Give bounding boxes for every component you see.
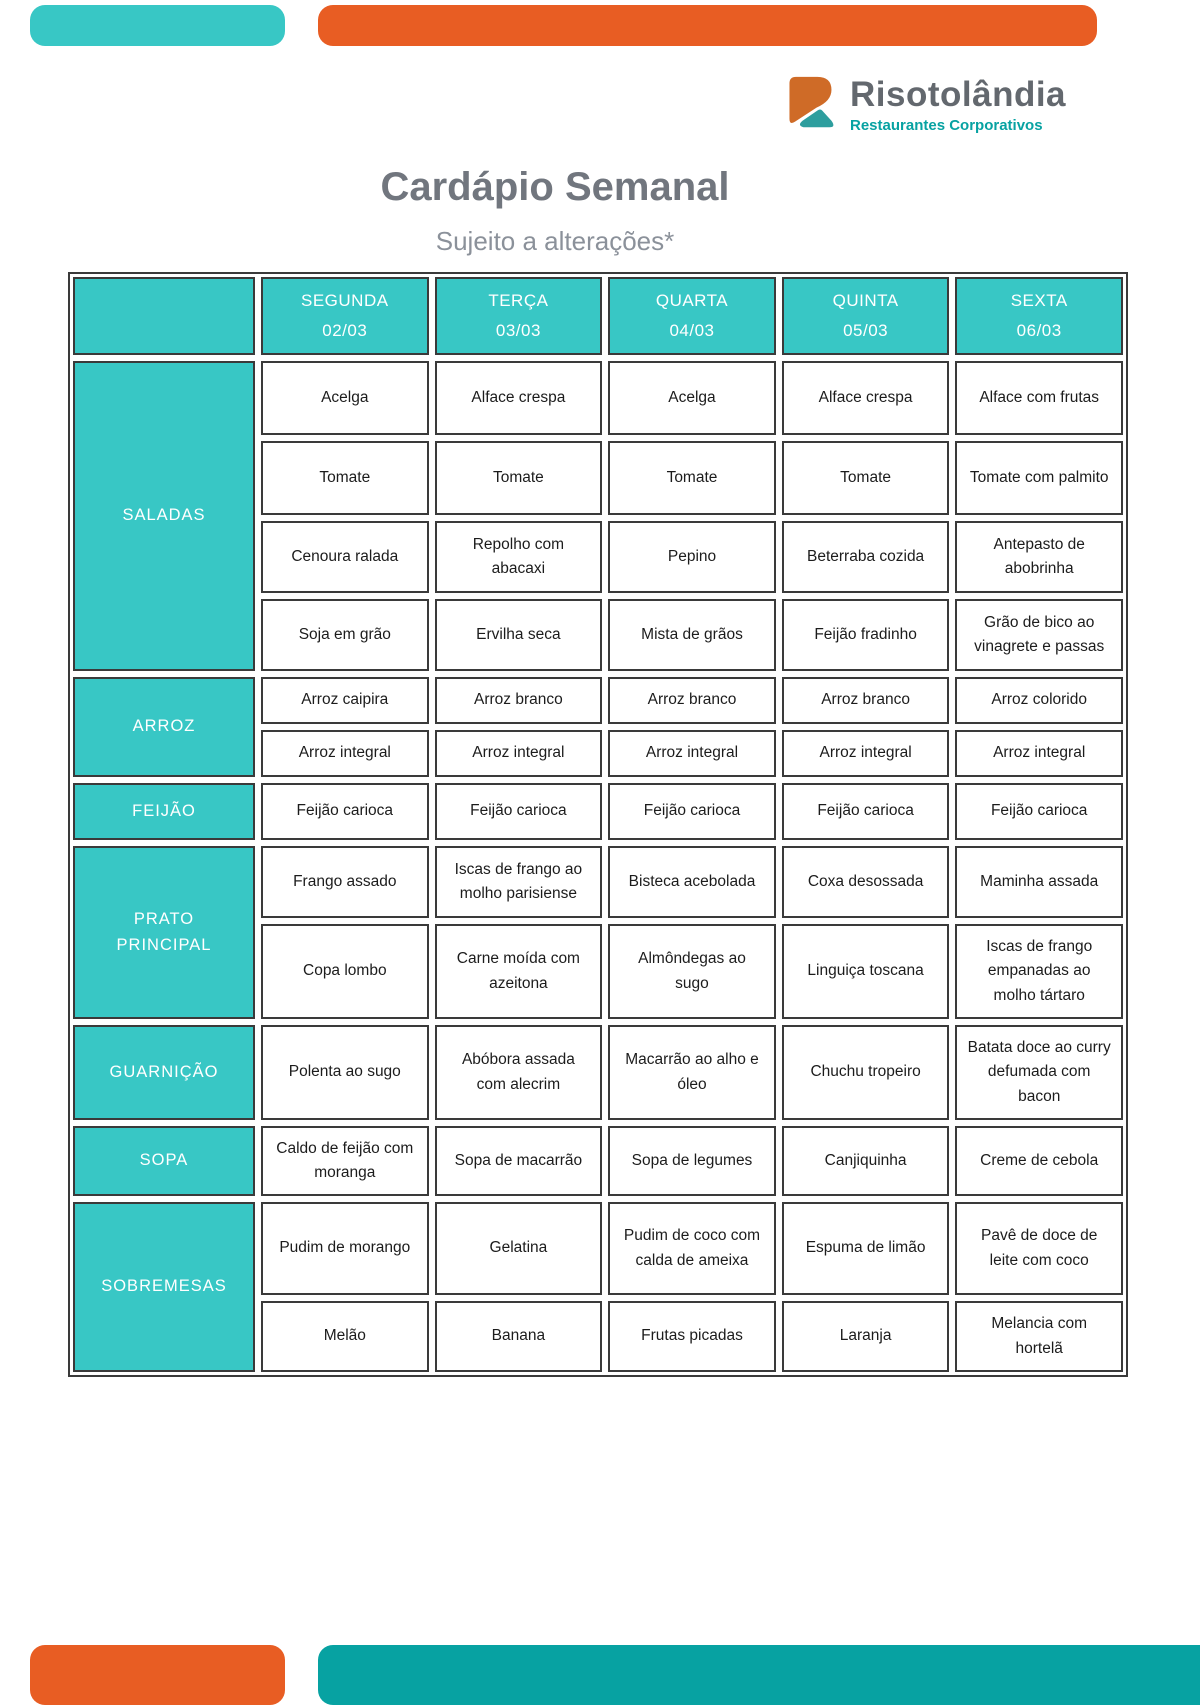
menu-item-cell: Sopa de macarrão	[435, 1126, 603, 1196]
day-header-quarta	[608, 277, 776, 355]
menu-item-cell: Arroz caipira	[261, 677, 429, 724]
menu-item-cell: Linguiça toscana	[782, 924, 950, 1019]
menu-item-cell: Laranja	[782, 1301, 950, 1372]
day-header-quinta	[782, 277, 950, 355]
menu-item-cell: Antepasto de abobrinha	[955, 521, 1123, 593]
menu-item-cell: Alface com frutas	[955, 361, 1123, 435]
risotolandia-logo-icon	[782, 72, 838, 139]
menu-item-cell: Frango assado	[261, 846, 429, 918]
menu-item-cell: Macarrão ao alho e óleo	[608, 1025, 776, 1120]
top-left-accent-bar	[30, 5, 285, 46]
menu-item-cell: Melancia com hortelã	[955, 1301, 1123, 1372]
menu-item-cell: Almôndegas ao sugo	[608, 924, 776, 1019]
menu-item-cell: Coxa desossada	[782, 846, 950, 918]
day-name: QUINTA	[832, 291, 899, 311]
category-cell-guarnicao: GUARNIÇÃO	[73, 1025, 255, 1120]
day-header-segunda	[261, 277, 429, 355]
menu-item-cell: Arroz branco	[782, 677, 950, 724]
menu-item-cell: Tomate	[782, 441, 950, 515]
menu-item-cell: Mista de grãos	[608, 599, 776, 671]
category-cell-saladas: SALADAS	[73, 361, 255, 671]
menu-item-cell: Beterraba cozida	[782, 521, 950, 593]
menu-item-cell: Arroz integral	[608, 730, 776, 777]
menu-item-cell: Tomate com palmito	[955, 441, 1123, 515]
menu-item-cell: Iscas de frango ao molho parisiense	[435, 846, 603, 918]
menu-item-cell: Tomate	[261, 441, 429, 515]
menu-item-cell: Cenoura ralada	[261, 521, 429, 593]
table-corner-cell	[73, 277, 255, 355]
menu-item-cell: Abóbora assada com alecrim	[435, 1025, 603, 1120]
menu-item-cell: Maminha assada	[955, 846, 1123, 918]
menu-item-cell: Arroz integral	[435, 730, 603, 777]
menu-item-cell: Bisteca acebolada	[608, 846, 776, 918]
category-cell-feijao: FEIJÃO	[73, 783, 255, 840]
menu-item-cell: Feijão carioca	[608, 783, 776, 840]
category-cell-sobremesas: SOBREMESAS	[73, 1202, 255, 1372]
menu-item-cell: Creme de cebola	[955, 1126, 1123, 1196]
day-header-sexta	[955, 277, 1123, 355]
brand-name: Risotolândia	[850, 75, 1067, 115]
menu-item-cell: Banana	[435, 1301, 603, 1372]
menu-item-cell: Grão de bico ao vinagrete e passas	[955, 599, 1123, 671]
brand-logo	[782, 72, 1066, 139]
category-cell-sopa: SOPA	[73, 1126, 255, 1196]
menu-item-cell: Feijão carioca	[782, 783, 950, 840]
menu-item-cell: Feijão carioca	[261, 783, 429, 840]
category-cell-prato-principal: PRATO PRINCIPAL	[73, 846, 255, 1019]
day-name: QUARTA	[655, 291, 729, 311]
menu-item-cell: Pepino	[608, 521, 776, 593]
day-date: 06/03	[1016, 321, 1062, 340]
menu-item-cell: Polenta ao sugo	[261, 1025, 429, 1120]
bottom-left-accent-bar	[30, 1645, 285, 1705]
menu-item-cell: Feijão carioca	[435, 783, 603, 840]
menu-item-cell: Chuchu tropeiro	[782, 1025, 950, 1120]
menu-item-cell: Pavê de doce de leite com coco	[955, 1202, 1123, 1295]
menu-item-cell: Gelatina	[435, 1202, 603, 1295]
menu-item-cell: Pudim de morango	[261, 1202, 429, 1295]
menu-item-cell: Ervilha seca	[435, 599, 603, 671]
menu-item-cell: Arroz integral	[261, 730, 429, 777]
top-right-accent-bar	[318, 5, 1097, 46]
day-date: 05/03	[843, 321, 889, 340]
brand-tagline: Restaurantes Corporativos	[850, 116, 1043, 134]
page-subtitle: Sujeito a alterações*	[435, 226, 675, 256]
menu-table	[68, 272, 1128, 1377]
menu-item-cell: Soja em grão	[261, 599, 429, 671]
menu-item-cell: Melão	[261, 1301, 429, 1372]
menu-item-cell: Arroz integral	[955, 730, 1123, 777]
day-date: 04/03	[669, 321, 715, 340]
menu-item-cell: Alface crespa	[782, 361, 950, 435]
day-name: SEGUNDA	[301, 291, 389, 311]
menu-item-cell: Acelga	[261, 361, 429, 435]
menu-item-cell: Tomate	[608, 441, 776, 515]
menu-item-cell: Alface crespa	[435, 361, 603, 435]
menu-item-cell: Repolho com abacaxi	[435, 521, 603, 593]
menu-item-cell: Carne moída com azeitona	[435, 924, 603, 1019]
day-header-terca	[435, 277, 603, 355]
menu-item-cell: Arroz colorido	[955, 677, 1123, 724]
menu-item-cell: Arroz integral	[782, 730, 950, 777]
page-title: Cardápio Semanal	[380, 165, 730, 209]
menu-item-cell: Copa lombo	[261, 924, 429, 1019]
menu-item-cell: Feijão carioca	[955, 783, 1123, 840]
heading-block	[0, 165, 1110, 257]
menu-item-cell: Iscas de frango empanadas ao molho tártaro	[955, 924, 1123, 1019]
menu-item-cell: Pudim de coco com calda de ameixa	[608, 1202, 776, 1295]
menu-item-cell: Caldo de feijão com moranga	[261, 1126, 429, 1196]
menu-item-cell: Canjiquinha	[782, 1126, 950, 1196]
menu-item-cell: Arroz branco	[435, 677, 603, 724]
menu-item-cell: Frutas picadas	[608, 1301, 776, 1372]
menu-item-cell: Sopa de legumes	[608, 1126, 776, 1196]
category-cell-arroz: ARROZ	[73, 677, 255, 777]
bottom-right-accent-bar	[318, 1645, 1200, 1705]
day-name: SEXTA	[1010, 291, 1068, 311]
day-date: 02/03	[322, 321, 368, 340]
menu-item-cell: Batata doce ao curry defumada com bacon	[955, 1025, 1123, 1120]
menu-item-cell: Arroz branco	[608, 677, 776, 724]
day-name: TERÇA	[488, 291, 549, 311]
day-date: 03/03	[495, 321, 541, 340]
menu-item-cell: Tomate	[435, 441, 603, 515]
menu-item-cell: Feijão fradinho	[782, 599, 950, 671]
menu-item-cell: Espuma de limão	[782, 1202, 950, 1295]
menu-item-cell: Acelga	[608, 361, 776, 435]
